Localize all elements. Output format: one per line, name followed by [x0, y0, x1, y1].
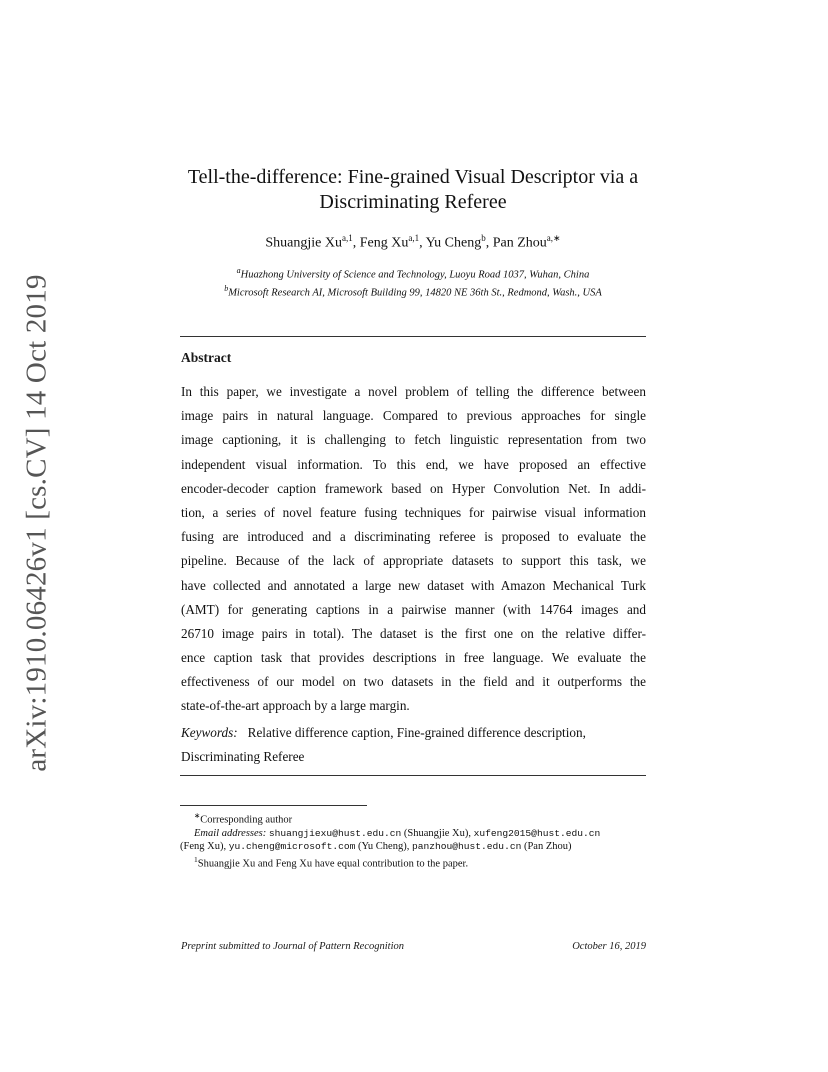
footnote-corresponding: ∗Corresponding author — [194, 811, 293, 826]
preprint-date: October 16, 2019 — [572, 941, 646, 952]
abstract-line: tion, a series of novel feature fusing techniques for pairwise visual information — [181, 504, 646, 520]
email-link[interactable]: panzhou@hust.edu.cn — [411, 840, 522, 852]
arxiv-identifier-stamp: arXiv:1910.06426v1 [cs.CV] 14 Oct 2019 — [20, 274, 53, 772]
keywords-line-1: Keywords: Relative difference caption, Fine-grained difference description, — [181, 725, 586, 740]
footnote-emails-continued: (Feng Xu), yu.cheng@microsoft.com (Yu Cheng), panzhou@hust.edu.cn (Pan Zhou) — [180, 840, 572, 852]
affiliation-line: $^b$Microsoft Research AI, Microsoft Building 99, 14820 NE 36th St., Redmond, Wash., USA — [224, 284, 602, 299]
abstract-line: image captioning, it is challenging to fetch linguistic representation from two — [181, 432, 646, 448]
abstract-line: ence caption task that provides descriptions in free language. We evaluate the — [181, 650, 646, 666]
footnote-equal-contribution: $^1$Shuangjie Xu and Feng Xu have equal contribution to the paper. — [194, 854, 469, 869]
author-list: Shuangjie Xu$^{a,1}$, Feng Xu$^{a,1}$, Yu Cheng$^b$, Pan Zhou$^{a,∗}$ — [265, 233, 561, 251]
footnote-rule — [180, 805, 367, 806]
footnotes — [180, 809, 646, 870]
email-link[interactable]: shuangjiexu@hust.edu.cn — [268, 827, 402, 839]
footnote-emails: Email addresses: shuangjiexu@hust.edu.cn (Shuangjie Xu), xufeng2015@hust.edu.cn — [194, 827, 601, 839]
abstract-line: effectiveness of our model on two datasets in the field and it outperforms the — [181, 674, 646, 690]
abstract-line: independent visual information. To this end, we have proposed an effective — [181, 456, 646, 472]
author-name: Pan Zhou — [492, 235, 547, 251]
author-affiliation-mark: a,∗ — [546, 233, 561, 243]
abstract-body — [181, 380, 646, 719]
abstract-line: fusing are introduced and a discriminating referee is proposed to evaluate the — [181, 529, 646, 545]
affiliation-line: $^a$Huazhong University of Science and Technology, Luoyu Road 1037, Wuhan, China — [236, 266, 590, 281]
abstract-line: encoder-decoder caption framework based on Hyper Convolution Net. In addi- — [181, 480, 646, 496]
paper-title — [180, 165, 646, 215]
keywords-line-2: Discriminating Referee — [181, 749, 305, 765]
abstract-top-rule — [180, 336, 646, 337]
author-name: Yu Cheng — [425, 235, 482, 251]
title-line-1: Tell-the-difference: Fine-grained Visual Descriptor via a — [187, 166, 639, 188]
email-link[interactable]: yu.cheng@microsoft.com — [228, 840, 356, 852]
abstract-line: pipeline. Because of the lack of appropriate datasets to support this task, we — [181, 553, 646, 569]
abstract-line: 26710 image pairs in total). The dataset is the first one on the relative differ- — [181, 625, 646, 641]
abstract-line: (AMT) for generating captions in a pairwise manner (with 14764 images and — [181, 601, 646, 617]
email-link[interactable]: xufeng2015@hust.edu.cn — [473, 827, 601, 839]
abstract-line: image pairs in natural language. Compared to previous approaches for single — [181, 408, 646, 424]
author-affiliation-mark: a,1 — [408, 233, 420, 243]
abstract-line: In this paper, we investigate a novel problem of telling the difference between — [181, 384, 646, 399]
author-affiliation-mark: b — [481, 233, 486, 243]
abstract-heading: Abstract — [181, 350, 232, 365]
abstract-bottom-rule — [180, 775, 646, 776]
author-name: Shuangjie Xu — [265, 235, 342, 251]
author-affiliation-mark: a,1 — [342, 233, 353, 243]
abstract-line: state-of-the-art approach by a large margin. — [181, 698, 410, 714]
keywords-label: Keywords: — [181, 725, 238, 740]
keywords-block — [181, 721, 646, 769]
title-line-2: Discriminating Referee — [319, 191, 507, 213]
affiliation-list — [170, 264, 656, 300]
author-name: Feng Xu — [359, 235, 409, 251]
abstract-line: have collected and annotated a large new dataset with Amazon Mechanical Turk — [181, 577, 646, 593]
preprint-notice: Preprint submitted to Journal of Pattern Recognition — [181, 941, 405, 952]
